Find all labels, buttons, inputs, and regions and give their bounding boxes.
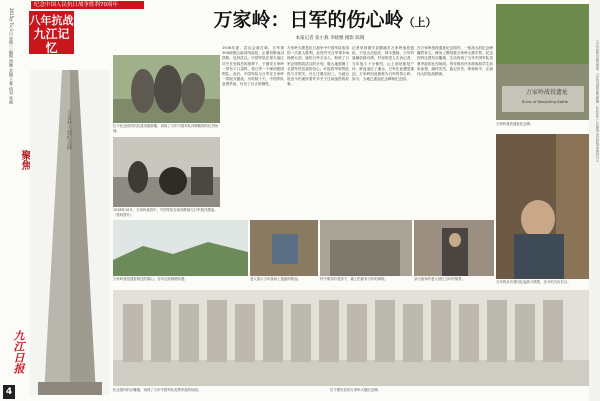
hills-photo <box>113 220 248 276</box>
article-column-4: 在万家岭战役遗址纪念园内，一座高大的纪念碑巍然耸立，碑身上镌刻着万家岭大捷字样。纪念园内还建有浮雕墙，生动再现了当年中国军队英勇杀敌的壮烈场面。每年都有许多游客和学生前来参观，缅怀先烈，铭记历史，珍爱和平，弘扬伟大的抗战精神。 <box>417 46 493 77</box>
statue-photo <box>113 55 220 123</box>
memorial-sign-text: 万家岭战役遗址 <box>525 89 568 96</box>
article-column-2: 万家岭大捷是抗日战争中中国军队取得的一次重大胜利。此役歼灭日军第106师团大部，毙伤日军万余人，粉碎了日军企图围攻武汉的计划，极大地鼓舞了全国军民抗战的信心。叶挺将军称赞此役与平型关、台儿庄鼎足而三。当地百姓至今仍流传着许多关于这场战役的故事。 <box>287 46 349 87</box>
caption-villager: 亲历战争的老人回忆当年的情景。 <box>414 277 465 281</box>
side-bar-text: 九江日报社出版 地址：九江市浔阳东路 邮编：332000 广告热线 发行热线 零售价1元 <box>595 40 599 162</box>
logo-line-2: 九江记忆 <box>33 27 70 54</box>
masthead: 九江日报 <box>12 330 25 374</box>
historical-photo <box>113 137 220 207</box>
headline-sub: （上） <box>403 16 437 29</box>
villager-photo <box>414 220 494 276</box>
issue-meta: 2015年7月1日 星期三 编辑 周颖 美编 王春 校对 张丽 <box>9 8 14 105</box>
relief-wall-photo <box>113 290 589 386</box>
caption-memorial: 万家岭战役遗址纪念碑。 <box>496 122 534 126</box>
caption-monument: 位于德安县的万家岭大捷纪念碑。 <box>330 388 381 392</box>
section-label: 聚焦 <box>19 150 30 170</box>
caption-hills: 万家岭战役遗址附近的群山，当年这里硝烟弥漫。 <box>113 277 188 281</box>
page-number: 4 <box>3 385 15 399</box>
memorial-sign-text-en: Ruins of Wanjialing Battle <box>522 100 568 104</box>
monument-inscription: 万家岭大捷纪念碑 <box>66 110 72 150</box>
caption-statue: 位于纪念园内的抗战英雄群雕，再现了当年中国军队冲锋陷阵的壮烈场面。 <box>113 124 219 133</box>
byline: 本报记者 张小燕 李晓雅 摄影 陈钢 <box>295 36 365 41</box>
caption-old-house: 村中保存的老房子，墙上仍留有当年的弹痕。 <box>320 277 388 281</box>
old-house-photo <box>320 220 412 276</box>
headline <box>160 8 490 34</box>
column-logo <box>29 11 74 54</box>
article-column-3: 记者来到德安县磨溪乡万家岭战役遗址，只见山峦起伏，林木葱郁，当年的战壕依稀可辨。村里的老人告诉记者，当年战斗十分惨烈，山上到处都是尸体，鲜血染红了溪水。日军在此遭受重创，万家岭因此被称为日军的伤心岭。如今，当地已建起纪念碑和纪念园。 <box>352 46 414 82</box>
article-column-1: 1938年夏，武汉会战打响，日军第106师团沿南浔线南犯，企图切断南浔铁路，包抄武汉。中国军队在第九战区司令长官薛岳的指挥下，于德安万家岭一带布下口袋阵，将日军一个师团团团围住。此后，中国军队与日军在万家岭一带展开激战，历时数十天。中国军队奋勇杀敌，付出了巨大的牺牲。 <box>222 46 284 87</box>
caption-artifact: 老人展示当年战场上遗留的物品。 <box>250 277 301 281</box>
caption-elderly-woman: 当年的亲历者回忆起战斗情景，至今仍历历在目。 <box>496 280 571 284</box>
caption-historical: 1938年10月，万家岭战役中，中国军队在前线阵地与日军展开激战。（资料图片） <box>113 208 218 217</box>
logo-line-1: 八年抗战 <box>29 14 74 27</box>
headline-main: 万家岭：日军的伤心岭 <box>213 9 404 31</box>
anniversary-banner: 纪念中国人民抗日战争胜利70周年 <box>31 1 144 9</box>
caption-relief-wall: 纪念园内的浮雕墙，再现了当年中国军队英勇杀敌的场面。 <box>113 388 202 392</box>
elderly-woman-photo <box>496 134 589 279</box>
artifact-photo <box>250 220 318 276</box>
